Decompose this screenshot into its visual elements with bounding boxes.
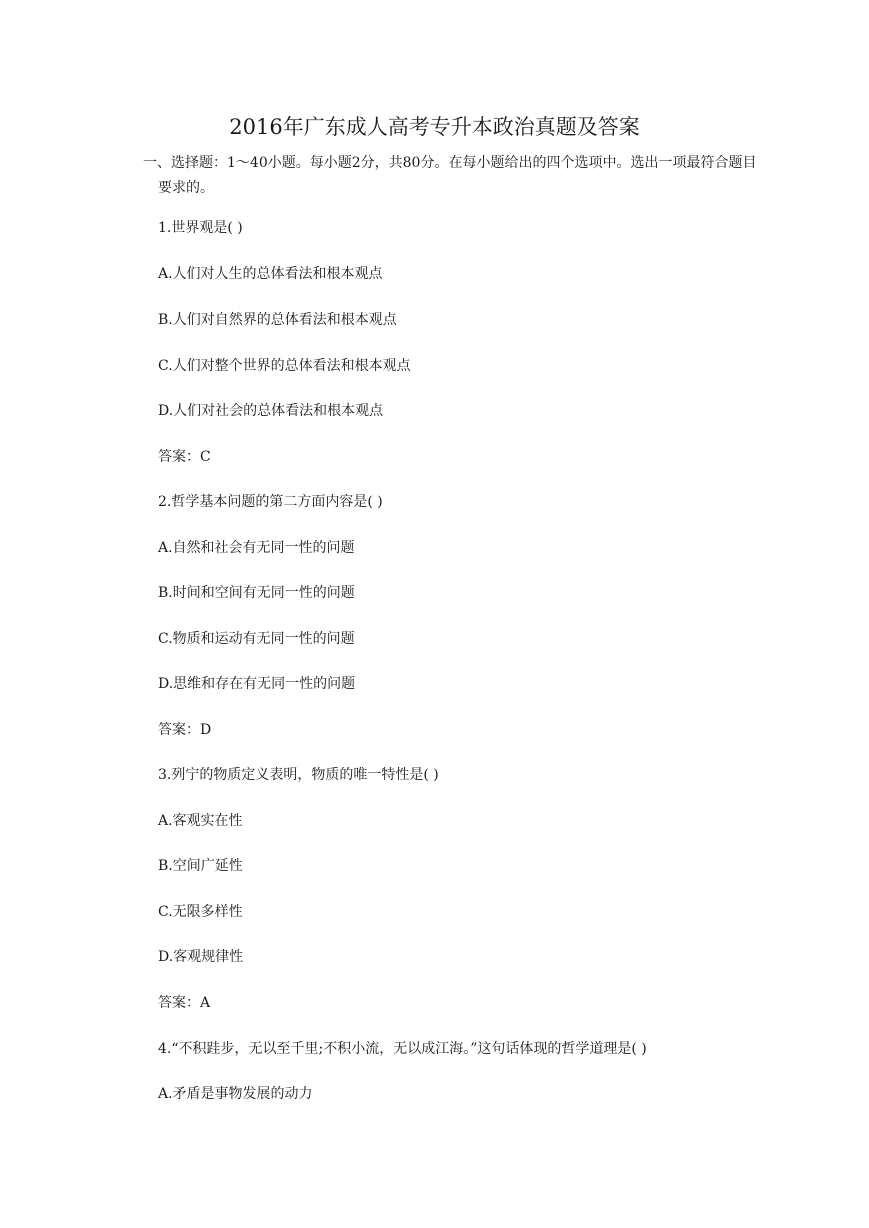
section-instructions: 一、选择题：1～40小题。每小题2分，共80分。在每小题给出的四个选项中。选出一项最符合题目要求的。 bbox=[143, 155, 757, 196]
question-1-option-a: A.人们对人生的总体看法和根本观点 bbox=[158, 266, 383, 282]
question-3-option-d: D.客观规律性 bbox=[158, 949, 244, 965]
question-3-option-a: A.客观实在性 bbox=[158, 813, 243, 829]
question-3-option-c: C.无限多样性 bbox=[158, 904, 243, 920]
question-2-stem: 2.哲学基本问题的第二方面内容是( ) bbox=[158, 494, 383, 510]
document-title: 2016年广东成人高考专升本政治真题及答案 bbox=[229, 115, 640, 139]
question-2-option-a: A.自然和社会有无同一性的问题 bbox=[158, 540, 355, 556]
question-1-option-b: B.人们对自然界的总体看法和根本观点 bbox=[158, 312, 397, 328]
question-4-stem: 4.“不积跬步，无以至千里;不积小流，无以成江海。”这句话体现的哲学道理是( ) bbox=[158, 1041, 647, 1057]
question-3-stem: 3.列宁的物质定义表明，物质的唯一特性是( ) bbox=[158, 767, 439, 783]
question-2-option-c: C.物质和运动有无同一性的问题 bbox=[158, 631, 355, 647]
question-1-option-d: D.人们对社会的总体看法和根本观点 bbox=[158, 403, 384, 419]
question-1-option-c: C.人们对整个世界的总体看法和根本观点 bbox=[158, 358, 411, 374]
question-1-answer: 答案：C bbox=[158, 449, 211, 465]
question-3-answer: 答案：A bbox=[158, 995, 211, 1011]
question-3-option-b: B.空间广延性 bbox=[158, 858, 243, 874]
question-4-option-a: A.矛盾是事物发展的动力 bbox=[158, 1086, 313, 1102]
question-2-option-d: D.思维和存在有无同一性的问题 bbox=[158, 676, 356, 692]
question-1-stem: 1.世界观是( ) bbox=[158, 220, 243, 236]
question-2-answer: 答案：D bbox=[158, 722, 212, 738]
question-2-option-b: B.时间和空间有无同一性的问题 bbox=[158, 585, 355, 601]
